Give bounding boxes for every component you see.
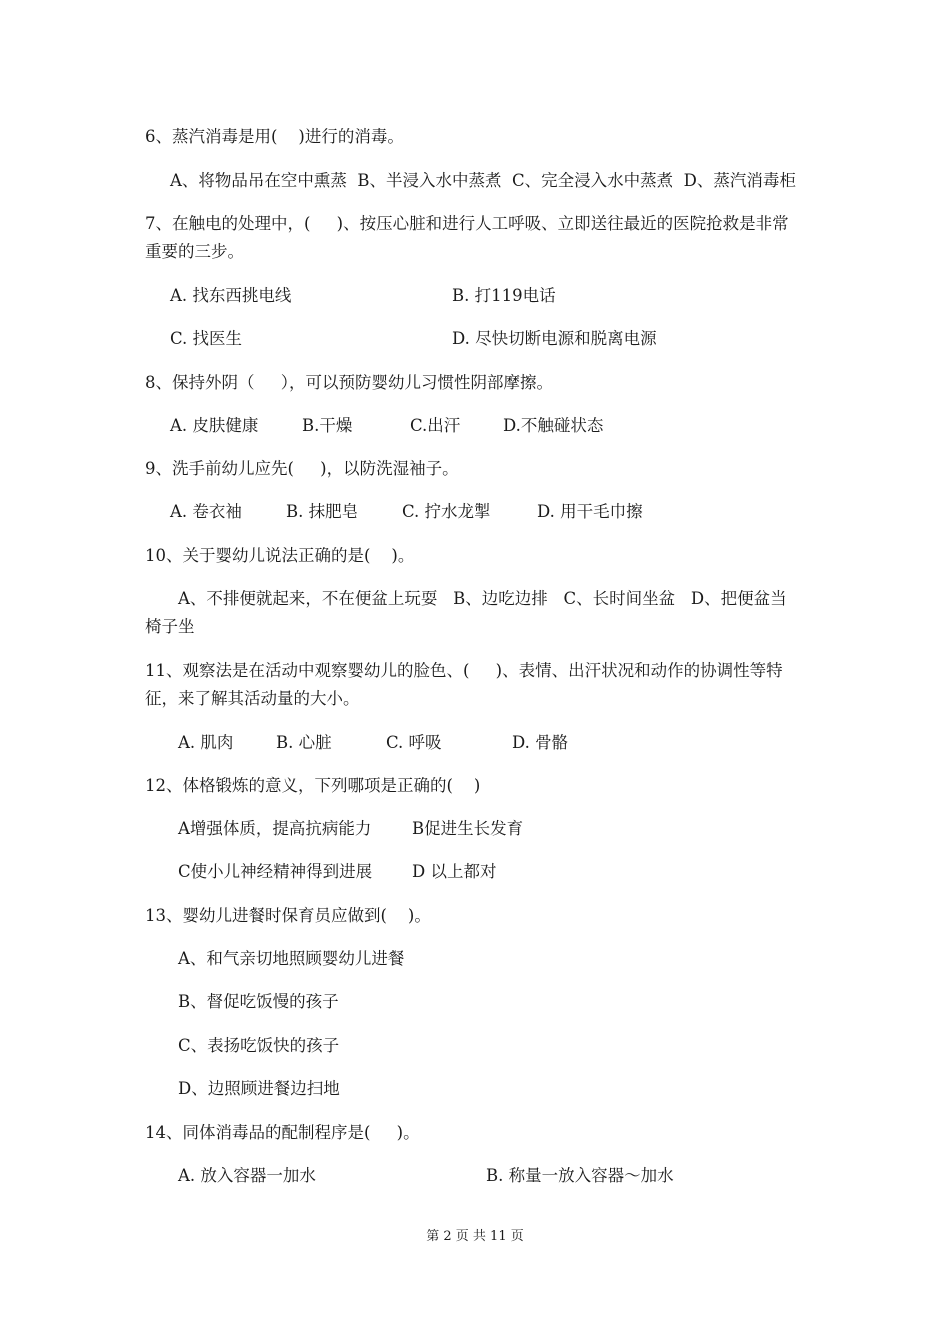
question-14-option-b: B. 称量一放入容器～加水 <box>486 1166 674 1185</box>
question-11-stem-line2: 征，来了解其活动量的大小。 <box>145 689 360 708</box>
question-9-option-b: B. 抹肥皂 <box>286 502 359 521</box>
question-11-stem-line1: 11、观察法是在活动中观察婴幼儿的脸色、( )、表情、出汗状况和动作的协调性等特 <box>145 661 783 680</box>
question-12-option-d: D 以上都对 <box>412 862 497 881</box>
question-12-option-b: B促进生长发育 <box>412 819 524 838</box>
question-8-options <box>170 415 670 437</box>
question-14-stem: 14、同体消毒品的配制程序是( )。 <box>145 1123 420 1142</box>
question-7-options-row2 <box>170 328 730 350</box>
question-10-stem: 10、关于婴幼儿说法正确的是( )。 <box>145 546 415 565</box>
question-8-option-d: D.不触碰状态 <box>503 416 604 435</box>
page-number-footer: 第 2 页 共 11 页 <box>426 1229 524 1244</box>
question-7-stem-line1: 7、在触电的处理中，( )、按压心脏和进行人工呼吸、立即送往最近的医院抢救是非常 <box>145 214 789 233</box>
question-7-stem-line2: 重要的三步。 <box>145 242 244 261</box>
question-9-stem: 9、洗手前幼儿应先( )，以防洗湿袖子。 <box>145 459 459 478</box>
question-13-stem: 13、婴幼儿进餐时保育员应做到( )。 <box>145 906 431 925</box>
question-8-option-a: A. 皮肤健康 <box>170 416 259 435</box>
question-12-options-row1 <box>178 818 578 840</box>
question-6-options: A、将物品吊在空中熏蒸 B、半浸入水中蒸煮 C、完全浸入水中蒸煮 D、蒸汽消毒柜 <box>170 171 796 190</box>
question-8-option-b: B.干燥 <box>302 416 353 435</box>
question-14-option-a: A. 放入容器一加水 <box>178 1166 316 1185</box>
question-9-option-c: C. 拧水龙掣 <box>402 502 491 521</box>
question-13-option-d: D、边照顾进餐边扫地 <box>178 1079 340 1098</box>
question-8-stem: 8、保持外阴（ ），可以预防婴幼儿习惯性阴部摩擦。 <box>145 373 553 392</box>
question-12-option-c: C使小儿神经精神得到进展 <box>178 862 373 881</box>
question-12-stem: 12、体格锻炼的意义，下列哪项是正确的( ) <box>145 776 481 795</box>
question-13-option-b: B、督促吃饭慢的孩子 <box>178 992 339 1011</box>
question-7-option-a: A. 找东西挑电线 <box>170 286 292 305</box>
question-11-options <box>178 732 598 754</box>
question-7-option-c: C. 找医生 <box>170 329 243 348</box>
question-12-options-row2 <box>178 861 578 883</box>
question-13-option-c: C、表扬吃饭快的孩子 <box>178 1036 340 1055</box>
question-8-option-c: C.出汗 <box>410 416 461 435</box>
question-11-option-a: A. 肌肉 <box>178 733 234 752</box>
question-9-option-a: A. 卷衣袖 <box>170 502 242 521</box>
question-9-option-d: D. 用干毛巾擦 <box>537 502 643 521</box>
question-11-option-d: D. 骨骼 <box>512 733 569 752</box>
question-11-option-b: B. 心脏 <box>276 733 332 752</box>
question-6-stem: 6、蒸汽消毒是用( )进行的消毒。 <box>145 127 404 146</box>
question-7-option-d: D. 尽快切断电源和脱离电源 <box>452 329 657 348</box>
question-10-options-line1: A、不排便就起来，不在便盆上玩耍 B、边吃边排 C、长时间坐盆 D、把便盆当 <box>178 589 787 608</box>
question-7-options-row1 <box>170 285 730 307</box>
question-11-option-c: C. 呼吸 <box>386 733 442 752</box>
question-7-option-b: B. 打119电话 <box>452 286 556 305</box>
question-9-options <box>170 501 690 523</box>
question-10-options-line2: 椅子坐 <box>145 617 195 636</box>
question-13-option-a: A、和气亲切地照顾婴幼儿进餐 <box>178 949 405 968</box>
question-12-option-a: A增强体质，提高抗病能力 <box>178 819 372 838</box>
question-14-options <box>178 1165 698 1187</box>
